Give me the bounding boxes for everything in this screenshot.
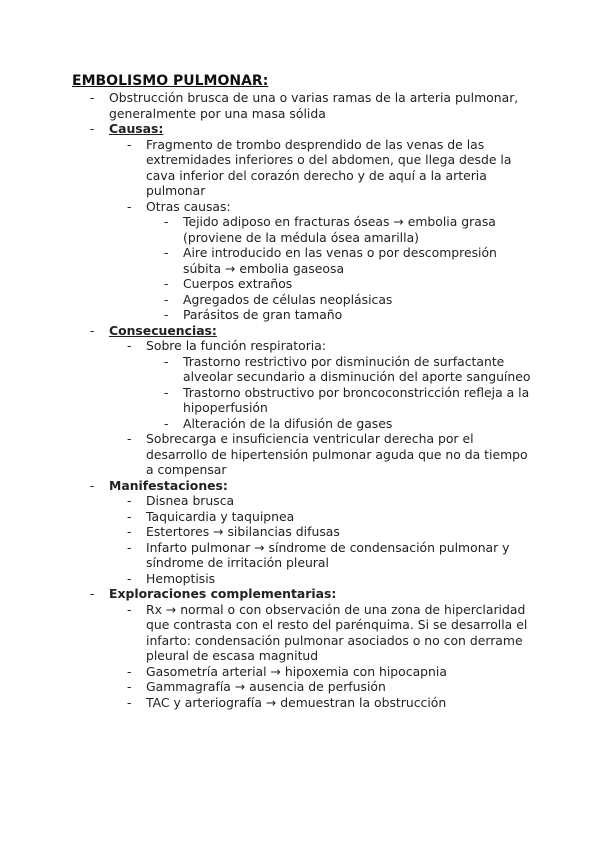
list-item: - TAC y arteriografía → demuestran la obstrucción	[109, 695, 532, 711]
list-item: - Agregados de células neoplásicas	[146, 292, 532, 308]
list-item: - Disnea brusca	[109, 493, 532, 509]
consecuencias-heading: Consecuencias:	[109, 322, 217, 338]
otras-causas-item	[109, 199, 532, 323]
list-item: - Sobrecarga e insuficiencia ventricular derecha por el desarrollo de hipertensión pulmonar aguda que no da tiempo a compensar	[109, 431, 532, 478]
manifestaciones-heading: Manifestaciones:	[109, 477, 228, 493]
list-item: - Taquicardia y taquipnea	[109, 509, 532, 525]
funcion-respiratoria-item: - Sobre la función respiratoria: - Trastorno restrictivo por disminución de surfactante alveolar secundario a disminución del aporte sanguíneo - Trastorno obstructivo por broncoconstricción refleja a la hipoperfusión - Alteración de la difusión de gases	[109, 338, 532, 431]
list-item: - Alteración de la difusión de gases	[146, 416, 532, 432]
causas-section	[72, 121, 532, 323]
list-item: - Parásitos de gran tamaño	[146, 307, 532, 323]
list-item: - Infarto pulmonar → síndrome de condensación pulmonar y síndrome de irritación pleural	[109, 540, 532, 571]
intro-text: Obstrucción brusca de una o varias ramas de la arteria pulmonar, generalmente por una masa sólida	[109, 90, 519, 121]
list-item: - Fragmento de trombo desprendido de las venas de las extremidades inferiores o del abdomen, que llega desde la cava inferior del corazón derecho y de aquí a la arteria pulmonar	[109, 137, 532, 199]
list-item: - Trastorno restrictivo por disminución de surfactante alveolar secundario a disminución del aporte sanguíneo	[146, 354, 532, 385]
document-page	[72, 72, 532, 710]
list-item: - Gasometría arterial → hipoxemia con hipocapnia	[109, 664, 532, 680]
exploraciones-heading: Exploraciones complementarias:	[109, 586, 337, 601]
list-item: - Trastorno obstructivo por broncoconstricción refleja a la hipoperfusión	[146, 385, 532, 416]
list-item: - Tejido adiposo en fracturas óseas → embolia grasa (proviene de la médula ósea amarilla)	[146, 214, 532, 245]
page-title: EMBOLISMO PULMONAR:	[72, 73, 269, 89]
consecuencias-section	[72, 323, 532, 478]
list-item: - Aire introducido en las venas o por descompresión súbita → embolia gaseosa	[146, 245, 532, 276]
list-item: - Cuerpos extraños	[146, 276, 532, 292]
causas-heading: Causas:	[109, 121, 164, 136]
intro-item	[72, 90, 532, 121]
list-item: - Estertores → sibilancias difusas	[109, 524, 532, 540]
manifestaciones-section	[72, 478, 532, 587]
main-list	[72, 90, 532, 710]
list-item: - Hemoptisis	[109, 571, 532, 587]
exploraciones-section	[72, 586, 532, 710]
list-item: - Gammagrafía → ausencia de perfusión	[109, 679, 532, 695]
otras-causas-heading: Otras causas:	[146, 198, 231, 214]
list-item: - Rx → normal o con observación de una zona de hiperclaridad que contrasta con el resto del parénquima. Si se desarrolla el infarto: condensación pulmonar asociados o no con derrame pleural de escasa magnitud	[109, 602, 532, 664]
